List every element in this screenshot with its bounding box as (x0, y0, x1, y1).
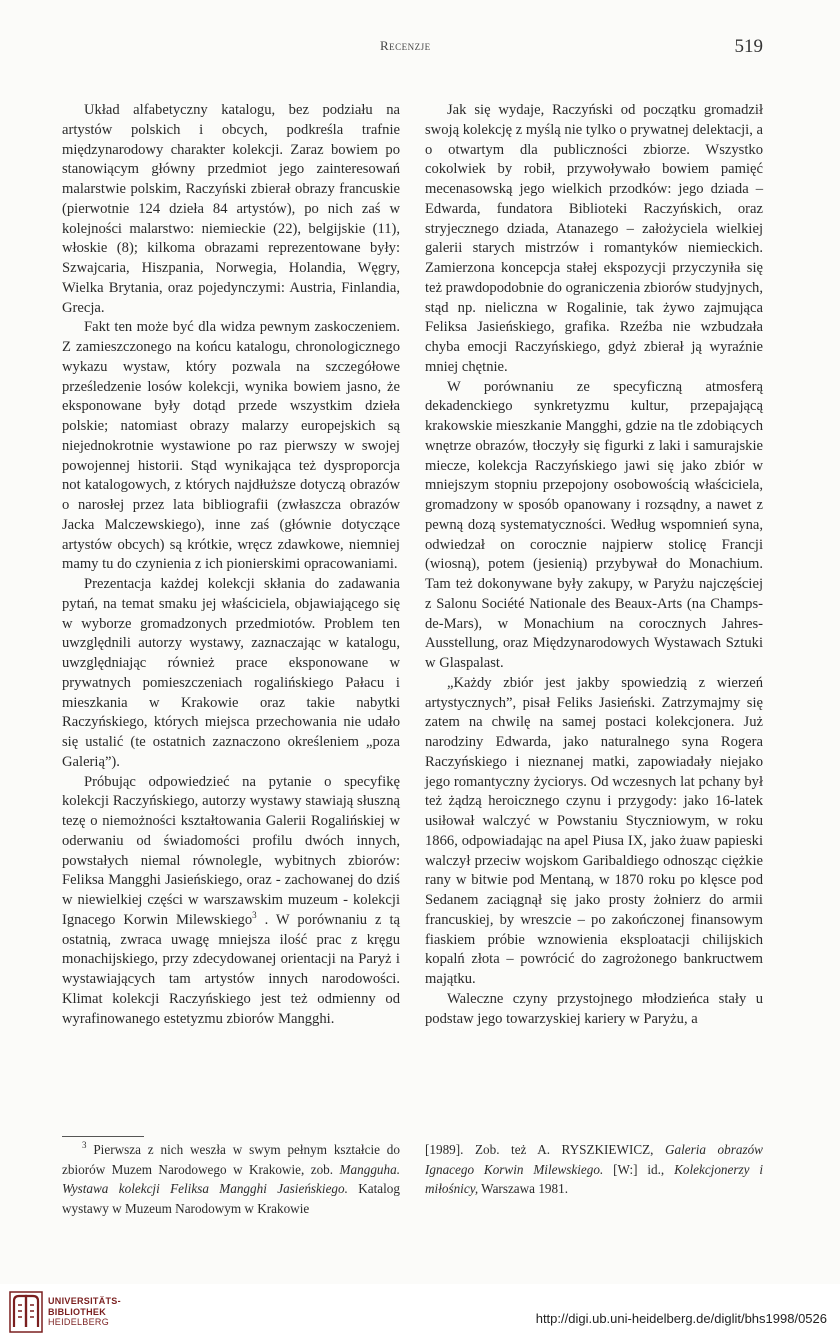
footnote-title: Galeria obrazów Ignacego Korwin Milewskiego. (425, 1142, 763, 1177)
footnote-text: Katalog wystawy w Muzeum Narodowym w Krakowie (62, 1181, 400, 1216)
page-number: 519 (734, 36, 763, 57)
paragraph: Układ alfabetyczny katalogu, bez podziału na artystów polskich i obcych, podkreśla trafnie międzynarodowy charakter kolekcji. Zaraz bowiem po stanowiącym główny przedmiot jego zainteresowań malarstwie polskim, Raczyński zbierał obrazy francuskie (pierwotnie 124 dzieła 84 artystów), po nich zaś w kolejności malarstwo: niemieckie (22), belgijskie (11), włoskie (8); kilkoma obrazami reprezentowane były: Szwajcaria, Hiszpania, Norwegia, Holandia, Węgry, Wielka Brytania, oraz pojedynczymi: Austria, Finlandia, Grecja. (62, 102, 400, 316)
footnote-left (62, 1140, 400, 1218)
paragraph (62, 773, 400, 1030)
footnote-text: [1989]. Zob. też A. RYSZKIEWICZ, (425, 1142, 665, 1157)
paragraph-text: . W porównaniu z tą ostatnią, zwraca uwagę mniejsza ilość prac z kręgu monachijskiego, przy zdecydowanej orientacji na Paryż i wystawiających tam artystów innych narodowości. Klimat kolekcji Raczyńskiego jest też odmienny od wyrafinowanego estetyzmu zbiorów Mangghi. (62, 911, 400, 1027)
paragraph: Fakt ten może być dla widza pewnym zaskoczeniem. Z zamieszczonego na końcu katalogu, chronologicznego wykazu wystaw, który pozwala na szczegółowe prześledzenie losów kolekcji, wynika bowiem jasno, że eksponowane były dotąd przede wszystkim dzieła polskie; natomiast obrazy malarzy europejskich są niejednokrotnie wystawione po raz pierwszy w swojej powojennej historii. Stąd wynikająca też dysproporcja not katalogowych, z których najdłuższe dotyczą obrazów o narosłej przez lata bibliografii (zwłaszcza obrazów Jacka Malczewskiego), inne zaś (głównie dotyczące artystów obcych) są krótkie, wręcz zdawkowe, niemniej mamy tu do czynienia z ich pionierskimi opracowaniami. (62, 319, 400, 573)
running-head: Recenzje (380, 38, 431, 53)
paragraph: Jak się wydaje, Raczyński od początku gromadził swoją kolekcję z myślą nie tylko o prywatnej delektacji, a o otwartym dla publiczności zbiorze. Wszystko cokolwiek by robił, przywoływało bowiem pamięć mecenasowską jego wielkich przodków: jego dziada – Edwarda, fundatora Biblioteki Raczyńskich, oraz stryjecznego dziada, Atanazego – założyciela wielkiej galerii starych mistrzów i romantyków niemieckich. Zamierzona koncepcja stałej ekspozycji przyczyniła się też prawdopodobnie do ograniczenia zbiorów studyjnych, stąd np. nieliczna w Rogalinie, tak żywo zajmująca Feliksa Jasieńskiego, grafika. Rzeźba nie wzbudzała chyba emocji Raczyńskiego, gdyż zbierał ją wyraźnie mniej chętnie. (425, 102, 763, 375)
paragraph: Prezentacja każdej kolekcji skłania do zadawania pytań, na temat smaku jej właściciela, objawiającego się w wyborze gromadzonych przedmiotów. Problem ten uwzględnili autorzy wystawy, zaznaczając w katalogu, uwzględniając również prace eksponowane w prywatnych pomieszczeniach rogalińskiego Pałacu i mieszkania w Krakowie oraz takie nabytki Raczyńskiego, których miejsca przechowania nie udało się ustalić (te ostatnich zaznaczono określeniem „poza Galerią”). (62, 576, 400, 770)
university-library-logo-icon[interactable] (9, 1291, 43, 1333)
paragraph: Waleczne czyny przystojnego młodzieńca stały u podstaw jego towarzyskiej kariery w Paryżu, a (425, 990, 763, 1027)
footnote-reference[interactable]: 3 (252, 909, 257, 920)
footnote-right (425, 1140, 763, 1199)
footnote-title: Kolekcjonerzy i miłośnicy, (425, 1161, 764, 1196)
paragraph-text: Próbując odpowiedzieć na pytanie o specyfikę kolekcji Raczyńskiego, autorzy wystawy stawiają słuszną tezę o niemożności kształtowania Galerii Rogalińskiej w oderwaniu od świadomości profilu dwóch innych, powstałych niemal równolegle, wybitnych zbiorów: Feliksa Mangghi Jasieńskiego, oraz - zachowanej do dziś w niewielkiej części w warszawskim muzeum - kolekcji Ignacego Korwin Milewskiego (62, 773, 400, 928)
paragraph: W porównaniu ze specyficzną atmosferą dekadenckiego synkretyzmu kultur, przepajającą krakowskie mieszkanie Mangghi, gdzie na tle zdobiących wnętrze obrazów, tłoczyły się figurki z laki i samurajskie miecze, kolekcja Raczyńskiego jawi się jako zbiór w mniejszym stopniu przepojony osobowością właściciela, gromadzony w sposób opanowany i rozsądny, a nawet z pewną dozą systematyczności. Według wspomnień syna, odwiedzał on corocznie najpierw stolicę Francji (wiosną), potem (jesienią) przybywał do Monachium. Tam też dokonywane były zakupy, w Paryżu najczęściej z Salonu Société Nationale des Beaux-Arts (na Champs-de-Mars), w Monachium na corocznych Jahres-Ausstellung, oraz Międzynarodowych Wystawach Sztuki w Glaspalast. (425, 378, 763, 671)
footnote-text: Warszawa 1981. (478, 1181, 569, 1196)
footnote-number: 3 (82, 1140, 87, 1150)
footnote-divider (62, 1136, 144, 1137)
library-name (48, 1296, 121, 1328)
library-name-line: HEIDELBERG (48, 1317, 110, 1327)
library-name-line: BIBLIOTHEK (48, 1306, 106, 1317)
footnote-text: Pierwsza z nich weszła w swym pełnym kształcie do zbiorów Muzem Narodowego w Krakowie, zob. (62, 1142, 400, 1177)
left-text-column (62, 101, 400, 1029)
footnote-title: Mangguha. Wystawa kolekcji Feliksa Mangghi Jasieńskiego. (62, 1161, 400, 1196)
footnote-text: [W:] id., (603, 1161, 675, 1177)
paragraph: „Każdy zbiór jest jakby spowiedzią z wierzeń artystycznych”, pisał Feliks Jasieński. Zatrzymajmy się zatem na chwilę na samej postaci kolekcjonera. Już narodziny Edwarda, jako naturalnego syna Rogera Raczyńskiego i nieznanej matki, zapowiadały niejako jego romantyczny życiorys. Od wczesnych lat pchany był też żądzą heroicznego czynu i przygody: jako 16-latek usiłował walczyć w Powstaniu Styczniowym, w roku 1866, odpowiadając na apel Piusa IX, jako żuaw papieski walczył przeciw wojskom Garibaldiego odnosząc ciężkie rany w bitwie pod Mentaną, w 1870 roku po klęsce pod Sedanem zaciągnął się jako prosty żołnierz do armii francuskiej, by wreszcie – po zakończonej finansowym fiaskiem próbie wznowienia eksploatacji chilijskich kopalń złota – powrócić do zagrożonego bankructwem majątku. (425, 674, 763, 987)
right-text-column (425, 101, 763, 1029)
permalink-url[interactable]: http://digi.ub.uni-heidelberg.de/diglit/bhs1998/0526 (535, 1311, 827, 1326)
library-name-line: UNIVERSITÄTS- (48, 1296, 121, 1306)
